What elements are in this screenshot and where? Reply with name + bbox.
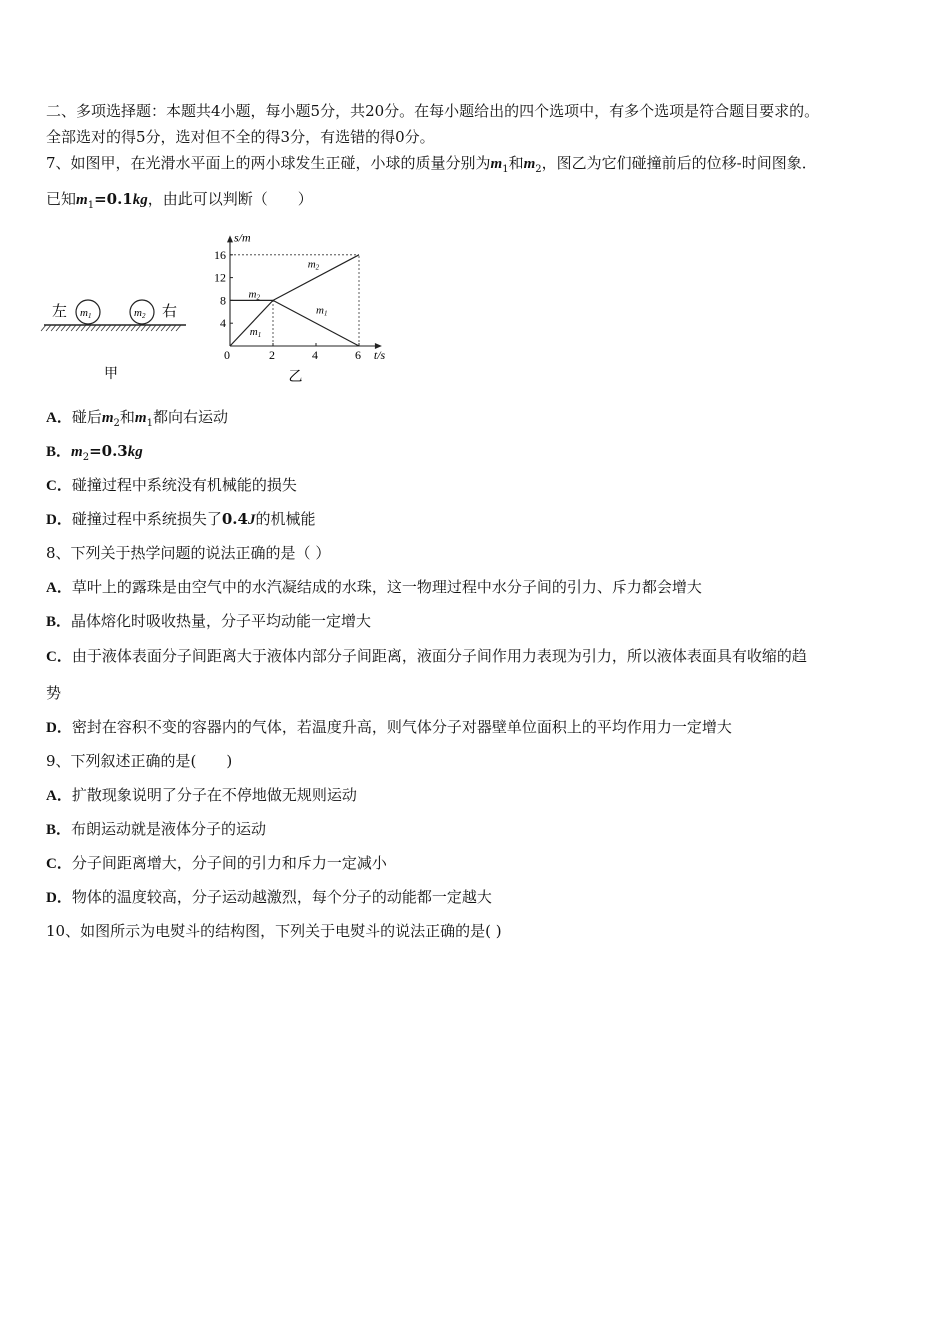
chart-labels [214,230,386,385]
hatch-mark [171,325,176,331]
hatch-mark [126,325,131,331]
y-tick-label: 4 [220,316,226,331]
y-tick-label: 16 [214,247,226,262]
q7-known: 已知$m_1=0.1kg$，由此可以判断（ ） [46,190,313,211]
hatch-mark [101,325,106,331]
x-axis-label: t/s [373,348,386,362]
series-label-m1-after: m1 [316,304,328,318]
figure-jia [40,290,190,385]
hatch-mark [111,325,116,331]
series-line-m1-before [230,300,273,346]
q9-option-a[interactable]: A．扩散现象说明了分子在不停地做无规则运动 [46,786,357,804]
hatch-mark [46,325,51,331]
series-label-m2-after: m2 [307,258,320,272]
left-label: 左 [52,304,68,320]
q7-option-d[interactable]: D．碰撞过程中系统损失了0.4J的机械能 [46,510,316,528]
hatch-mark [161,325,166,331]
hatch-mark [106,325,111,331]
q9-option-d[interactable]: D．物体的温度较高，分子运动越激烈，每个分子的动能都一定越大 [46,888,492,906]
hatch-mark [86,325,91,331]
hatch-mark [176,325,181,331]
q8-option-d[interactable]: D．密封在容积不变的容器内的气体，若温度升高，则气体分子对器壁单位面积上的平均作用力一定增大 [46,718,732,736]
y-tick-label: 8 [220,293,226,308]
hatch-mark [166,325,171,331]
hatch-mark [151,325,156,331]
q8-option-c[interactable]: C．由于液体表面分子间距离大于液体内部分子间距离，液面分子间作用力表现为引力，所以液体表面具有收缩的趋 [46,647,807,665]
caption-yi: 乙 [288,370,303,385]
right-label: 右 [162,304,178,320]
caption-jia: 甲 [104,367,118,382]
q7-option-c[interactable]: C．碰撞过程中系统没有机械能的损失 [46,476,297,494]
hatch-mark [56,325,61,331]
hatch-mark [121,325,126,331]
origin-label: 0 [224,348,230,362]
hatch-mark [131,325,136,331]
q9-option-c[interactable]: C．分子间距离增大，分子间的引力和斥力一定减小 [46,854,387,872]
q8-option-b[interactable]: B．晶体熔化时吸收热量，分子平均动能一定增大 [46,612,372,630]
section-header-line2: 全部选对的得5分，选对但不全的得3分，有选错的得0分。 [46,128,435,146]
q9-option-b[interactable]: B．布朗运动就是液体分子的运动 [46,820,267,838]
hatch-mark [76,325,81,331]
hatch-mark [81,325,86,331]
hatch-mark [41,325,46,331]
y-axis-label: s/m [234,230,251,245]
ground-hatching [41,325,181,331]
series-line-m2-after [273,255,359,301]
q7-option-b[interactable]: B．$m_2=0.3kg$ [46,442,143,463]
q8-option-c-continued: 势 [46,684,62,702]
hatch-mark [136,325,141,331]
q7-stem: 7、如图甲，在光滑水平面上的两小球发生正碰，小球的质量分别为$m_1$和$m_2$，图乙为它们碰撞前后的位移-时间图象． [46,154,817,175]
ball-m2-label: m2 [134,307,146,320]
q7-option-a[interactable]: A．碰后$m_2$和$m_1$都向右运动 [46,408,228,429]
y-axis-arrow [227,235,233,242]
series-label-m1-before: m1 [249,325,262,339]
hatch-mark [91,325,96,331]
hatch-mark [141,325,146,331]
q8-stem: 8、下列关于热学问题的说法正确的是（ ） [46,544,331,562]
hatch-mark [156,325,161,331]
y-tick-label: 12 [214,270,226,285]
x-tick-label: 2 [269,348,275,362]
hatch-mark [71,325,76,331]
hatch-mark [146,325,151,331]
q9-stem: 9、下列叙述正确的是( ) [46,752,233,770]
hatch-mark [96,325,101,331]
hatch-mark [51,325,56,331]
ball-m1-label: m1 [80,307,92,320]
q8-option-a[interactable]: A．草叶上的露珠是由空气中的水汽凝结成的水珠，这一物理过程中水分子间的引力、斥力都会增大 [46,578,702,596]
hatch-mark [61,325,66,331]
hatch-mark [66,325,71,331]
hatch-mark [116,325,121,331]
series-label-m2-before: m2 [248,288,260,302]
figure-yi-chart [200,218,410,386]
x-tick-label: 4 [312,348,318,362]
section-header-line1: 二、多项选择题：本题共4小题，每小题5分，共20分。在每小题给出的四个选项中，有多个选项是符合题目要求的。 [46,102,820,120]
x-tick-label: 6 [355,348,361,362]
q10-stem: 10、如图所示为电熨斗的结构图，下列关于电熨斗的说法正确的是( ) [46,922,502,940]
